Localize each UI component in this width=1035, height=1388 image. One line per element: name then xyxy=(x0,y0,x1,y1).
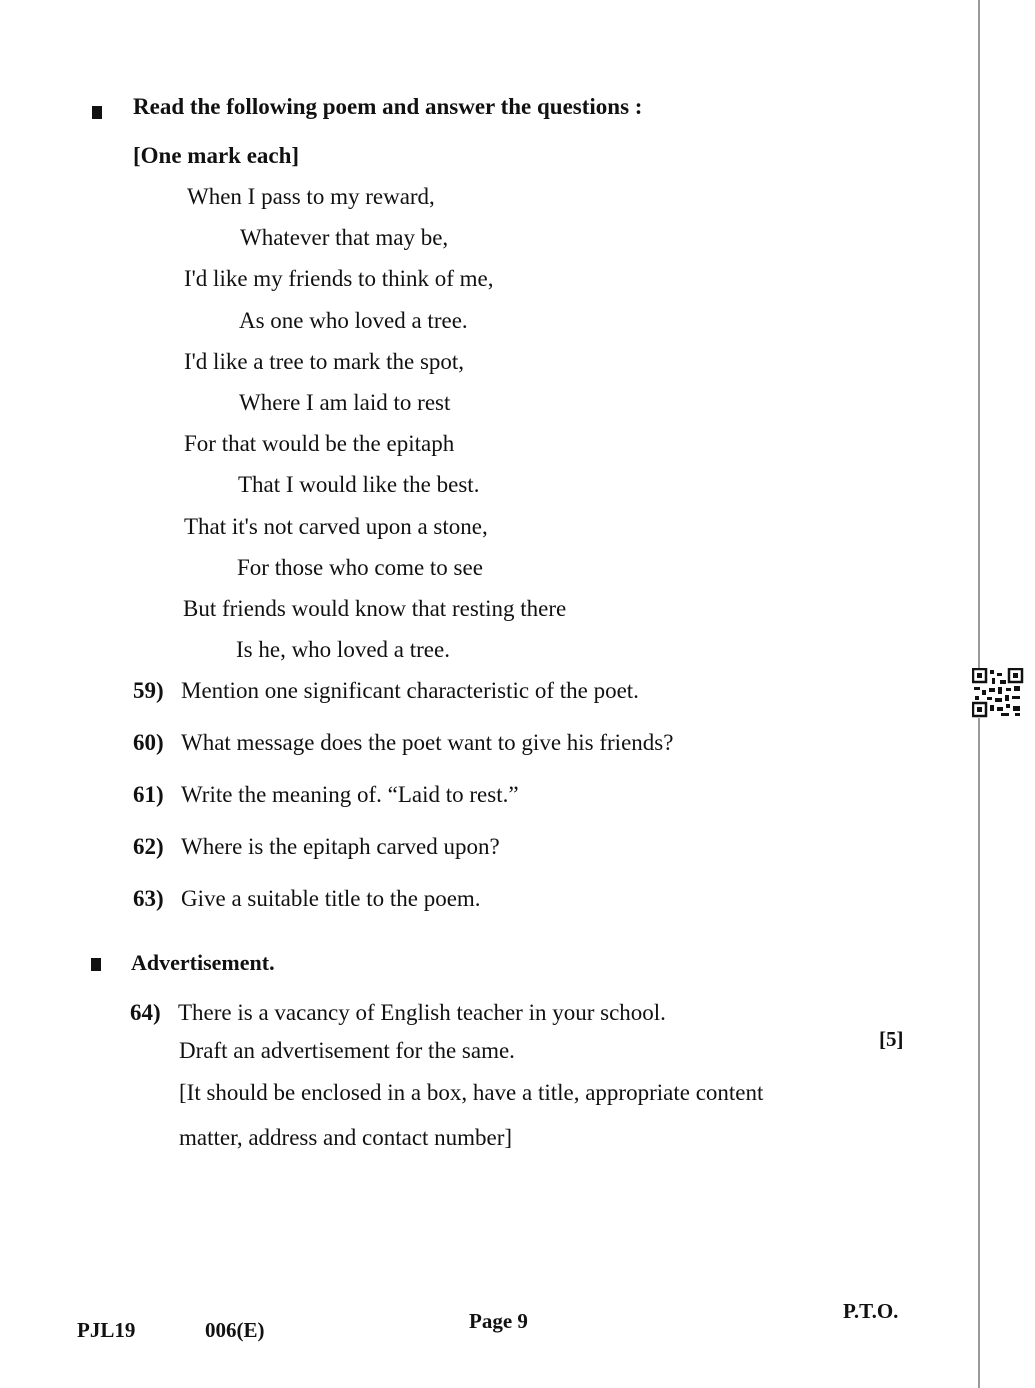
footer-paper: 006(E) xyxy=(205,1318,265,1342)
footer-pto: P.T.O. xyxy=(843,1299,899,1323)
question-number: 59) xyxy=(133,678,164,703)
poem-line: As one who loved a tree. xyxy=(239,308,468,333)
footer-code: PJL19 xyxy=(77,1318,136,1342)
poem-line: That it's not carved upon a stone, xyxy=(184,514,488,539)
poem-line: Whatever that may be, xyxy=(240,225,449,250)
question-text: Mention one significant characteristic of the poet. xyxy=(181,678,639,703)
qr-code-icon xyxy=(972,668,1024,718)
question-text: What message does the poet want to give his friends? xyxy=(181,730,674,755)
advertisement-heading: Advertisement. xyxy=(131,950,275,975)
question-number: 62) xyxy=(133,834,164,859)
question-instruction: matter, address and contact number] xyxy=(179,1125,513,1150)
poem-line: But friends would know that resting there xyxy=(183,596,567,621)
question-number: 64) xyxy=(130,1000,161,1025)
poem-line: Is he, who loved a tree. xyxy=(236,637,450,662)
poem-line: I'd like a tree to mark the spot, xyxy=(184,349,465,374)
question-text-continued: Draft an advertisement for the same. xyxy=(179,1038,515,1063)
bullet-icon xyxy=(92,106,102,119)
poem-line: For that would be the epitaph xyxy=(184,431,455,456)
poem-line: For those who come to see xyxy=(237,555,483,580)
poem-line: That I would like the best. xyxy=(238,472,480,497)
question-number: 63) xyxy=(133,886,164,911)
question-text: Write the meaning of. “Laid to rest.” xyxy=(181,782,519,807)
question-item xyxy=(133,730,673,756)
question-item xyxy=(133,678,639,704)
question-instruction: [It should be enclosed in a box, have a title, appropriate content xyxy=(179,1080,764,1105)
question-item xyxy=(133,782,519,808)
question-item xyxy=(130,1000,666,1026)
poem-line: When I pass to my reward, xyxy=(187,184,435,209)
marks-note: [One mark each] xyxy=(133,143,300,168)
question-text: Give a suitable title to the poem. xyxy=(181,886,481,911)
poem-line: I'd like my friends to think of me, xyxy=(184,266,494,291)
poem-line: Where I am laid to rest xyxy=(239,390,451,415)
question-text: Where is the epitaph carved upon? xyxy=(181,834,500,859)
poem-instruction: Read the following poem and answer the questions : xyxy=(133,94,643,119)
question-number: 61) xyxy=(133,782,164,807)
bullet-icon xyxy=(91,958,101,971)
question-item xyxy=(133,886,481,912)
question-item xyxy=(133,834,500,860)
marks-label: [5] xyxy=(879,1027,904,1051)
question-text: There is a vacancy of English teacher in your school. xyxy=(178,1000,666,1025)
question-number: 60) xyxy=(133,730,164,755)
footer-page: Page 9 xyxy=(469,1309,528,1333)
